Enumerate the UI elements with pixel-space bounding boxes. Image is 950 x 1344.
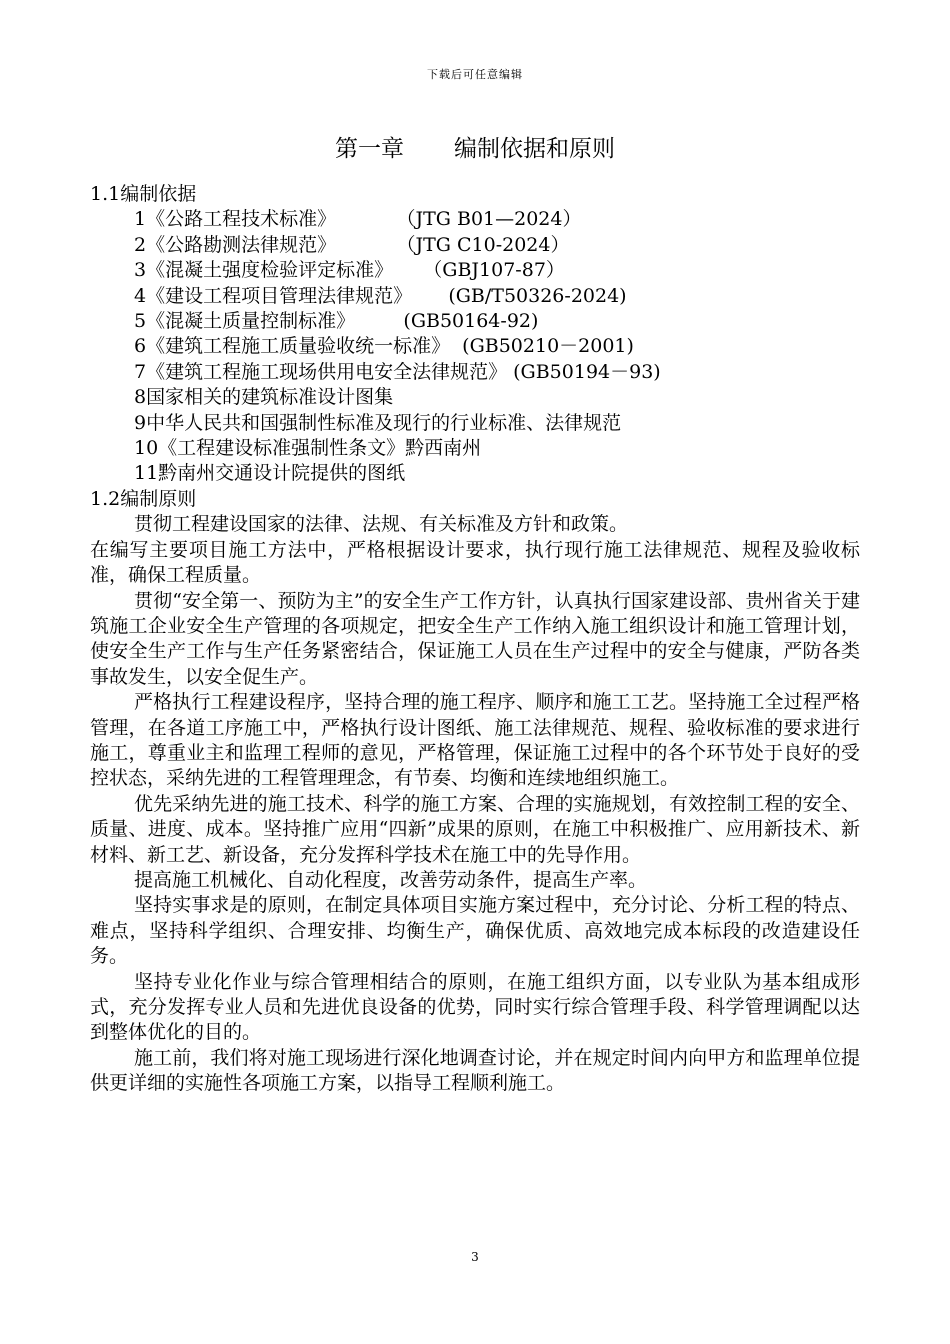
chapter-number: 第一章 — [335, 136, 404, 162]
chapter-title — [0, 130, 950, 163]
page-number: 3 — [471, 1250, 479, 1264]
principle-paragraph: 优先采纳先进的施工技术、科学的施工方案、合理的实施规划，有效控制工程的安全、质量、进度、成本。坚持推广应用“四新”成果的原则，在施工中积极推广、应用新技术、新材料、新工艺、新设备，充分发挥科学技术在施工中的先导作用。 — [90, 792, 860, 866]
principle-paragraph: 在编写主要项目施工方法中，严格根据设计要求，执行现行施工法律规范、规程及验收标准，确保工程质量。 — [90, 538, 860, 587]
reference-item: 1《公路工程技术标准》 （JTG B01—2024） — [134, 208, 582, 231]
reference-item: 9中华人民共和国强制性标准及现行的行业标准、法律规范 — [134, 411, 622, 434]
document-body — [90, 182, 860, 1097]
reference-item: 7《建筑工程施工现场供用电安全法律规范》 (GB50194－93) — [134, 360, 661, 383]
reference-item: 2《公路勘测法律规范》 （JTG C10-2024） — [134, 233, 570, 256]
reference-item: 4《建设工程项目管理法律规范》 (GB/T50326-2024) — [134, 284, 627, 307]
section-heading-principles: 1.2编制原则 — [90, 487, 197, 510]
principle-paragraph: 严格执行工程建设程序，坚持合理的施工程序、顺序和施工工艺。坚持施工全过程严格管理，在各道工序施工中，严格执行设计图纸、施工法律规范、规程、验收标准的要求进行施工，尊重业主和监理工程师的意见，严格管理，保证施工过程中的各个环节处于良好的受控状态，采纳先进的工程管理理念，有节奏、均衡和连续地组织施工。 — [90, 691, 860, 790]
reference-item: 6《建筑工程施工质量验收统一标准》 (GB50210－2001) — [134, 335, 634, 358]
principle-paragraph: 施工前，我们将对施工现场进行深化地调查讨论，并在规定时间内向甲方和监理单位提供更详细的实施性各项施工方案，以指导工程顺利施工。 — [90, 1046, 860, 1095]
principle-paragraph: 贯彻工程建设国家的法律、法规、有关标准及方针和政策。 — [134, 513, 629, 536]
reference-item: 3《混凝土强度检验评定标准》 （GBJ107-87） — [134, 259, 565, 282]
principle-paragraph: 提高施工机械化、自动化程度，改善劳动条件，提高生产率。 — [134, 868, 648, 891]
reference-item: 8国家相关的建筑标准设计图集 — [134, 386, 394, 409]
chapter-name: 编制依据和原则 — [454, 136, 615, 162]
section-heading-basis: 1.1编制依据 — [90, 183, 197, 205]
reference-item: 10《工程建设标准强制性条文》黔西南州 — [134, 437, 482, 460]
page-header: 下载后可任意编辑 — [427, 68, 523, 81]
principle-paragraph: 贯彻“安全第一、预防为主”的安全生产工作方针，认真执行国家建设部、贵州省关于建筑施工企业安全生产管理的各项规定，把安全生产工作纳入施工组织设计和施工管理计划，使安全生产工作与生产任务紧密结合，保证施工人员在生产过程中的安全与健康，严防各类事故发生，以安全促生产。 — [90, 589, 860, 688]
reference-item: 11黔南州交通设计院提供的图纸 — [134, 462, 406, 485]
reference-item: 5《混凝土质量控制标准》 (GB50164-92) — [134, 310, 539, 333]
principle-paragraph: 坚持专业化作业与综合管理相结合的原则，在施工组织方面，以专业队为基本组成形式，充分发挥专业人员和先进优良设备的优势，同时实行综合管理手段、科学管理调配以达到整体优化的目的。 — [90, 970, 860, 1044]
principle-paragraph: 坚持实事求是的原则，在制定具体项目实施方案过程中，充分讨论、分析工程的特点、难点，坚持科学组织、合理安排、均衡生产，确保优质、高效地完成本标段的改造建设任务。 — [90, 894, 860, 968]
